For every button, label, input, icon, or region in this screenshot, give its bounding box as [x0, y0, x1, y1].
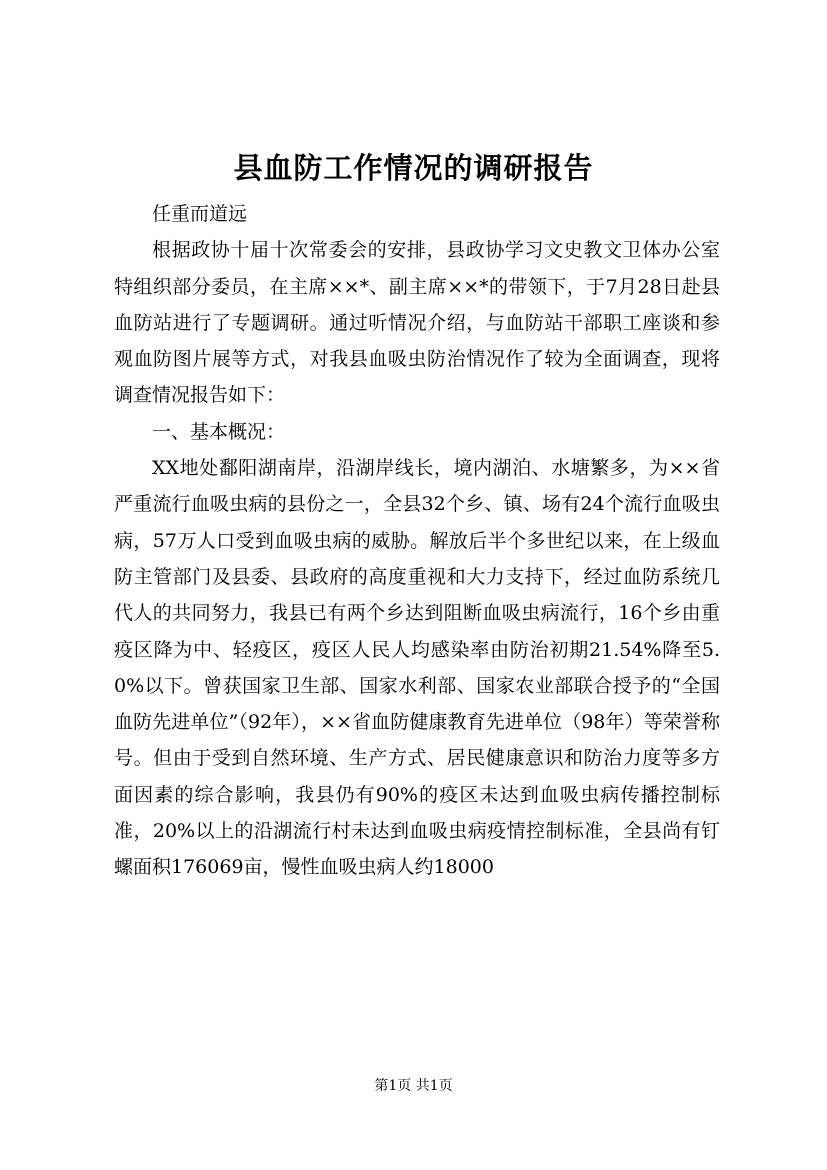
document-body — [114, 196, 720, 886]
document-title: 县血防工作情况的调研报告 — [233, 151, 594, 185]
intro-paragraph: 根据政协十届十次常委会的安排，县政协学习文史教文卫体办公室特组织部分委员，在主席××*、副主席××*的带领下，于7月28日赴县血防站进行了专题调研。通过听情况介绍，与血防站干部职工座谈和参观血防图片展等方式，对我县血吸虫防治情况作了较为全面调查，现将调查情况报告如下： — [114, 239, 720, 407]
document-subtitle: 任重而道远 — [152, 203, 248, 225]
section-paragraph: XX地处鄱阳湖南岸，沿湖岸线长，境内湖泊、水塘繁多，为××省严重流行血吸虫病的县份之一，全县32个乡、镇、场有24个流行血吸虫病，57万人口受到血吸虫病的威胁。解放后半个多世纪以来，在上级血防主管部门及县委、县政府的高度重视和大力支持下，经过血防系统几代人的共同努力，我县已有两个乡达到阻断血吸虫病流行，16个乡由重疫区降为中、轻疫区，疫区人民人均感染率由防治初期21.54%降至5.0%以下。曾获国家卫生部、国家水利部、国家农业部联合授予的“全国血防先进单位”（92年），××省血防健康教育先进单位（98年）等荣誉称号。但由于受到自然环境、生产方式、居民健康意识和防治力度等多方面因素的综合影响，我县仍有90%的疫区未达到血吸虫病传播控制标准，20%以上的沿湖流行村未达到血吸虫病疫情控制标准，全县尚有钉螺面积176069亩，慢性血吸虫病人约18000 — [114, 457, 720, 879]
page-footer: 第1页 共1页 — [374, 1078, 453, 1094]
section-heading: 一、基本概况： — [152, 420, 286, 443]
